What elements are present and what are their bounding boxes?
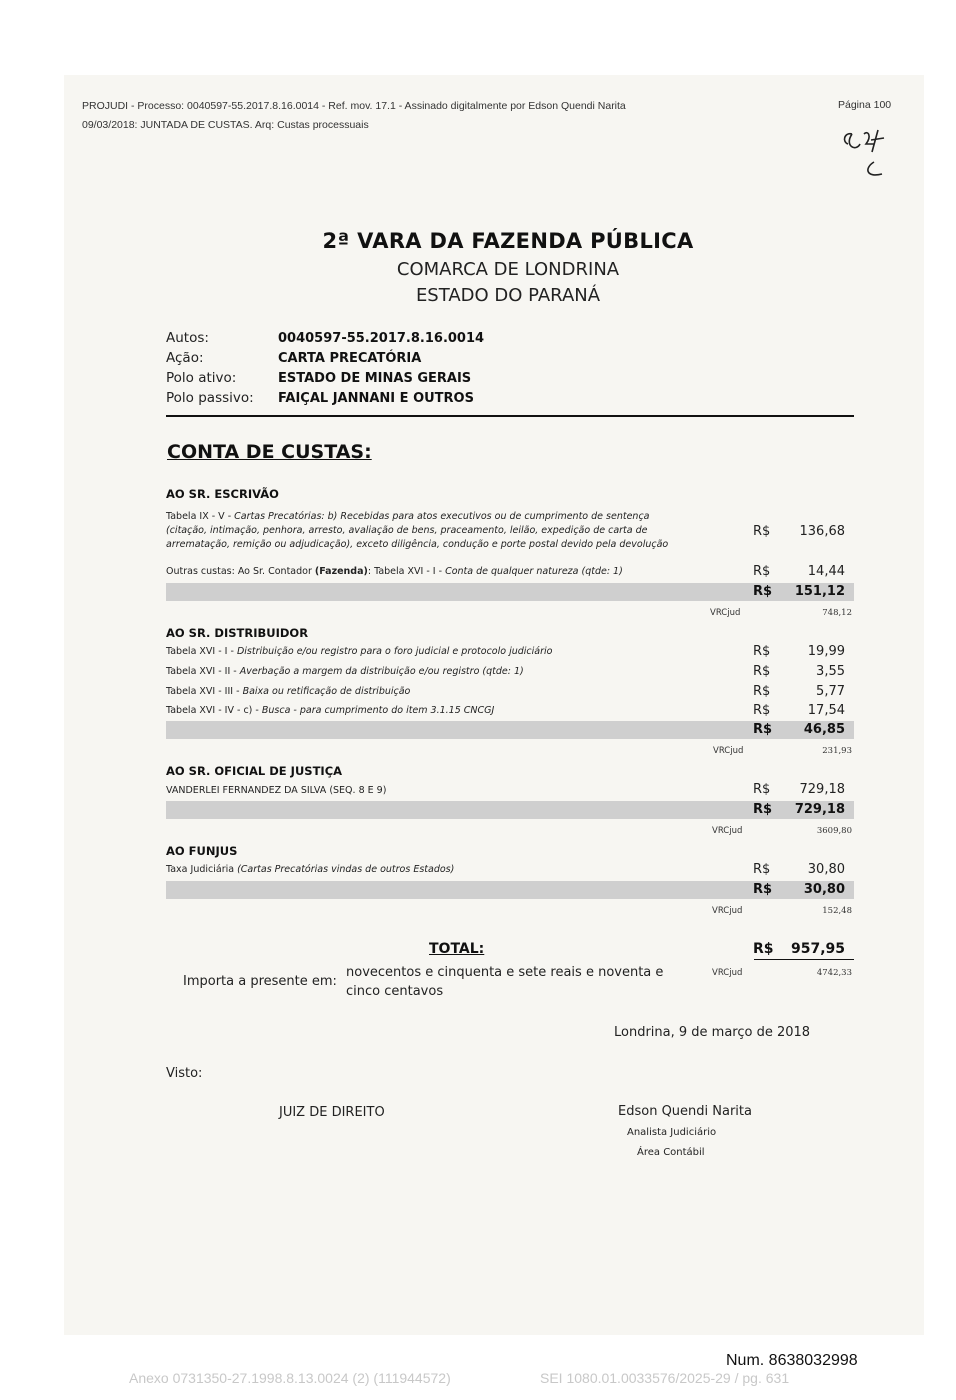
distribuidor-title: AO SR. DISTRIBUIDOR [166, 626, 309, 640]
subtotal-bar [166, 721, 854, 739]
escrivao-vrc: 748,12 [822, 608, 852, 618]
escrivao-item-2-amount: 14,44 [807, 564, 845, 579]
header-line-2: 09/03/2018: JUNTADA DE CUSTAS. Arq: Custas processuais [82, 119, 369, 131]
visto-label: Visto: [166, 1066, 203, 1081]
currency-symbol: R$ [753, 882, 773, 897]
comarca-title: COMARCA DE LONDRINA [396, 259, 620, 280]
polo-passivo-label: Polo passivo: [166, 390, 254, 406]
escrivao-title: AO SR. ESCRIVÃO [166, 487, 279, 501]
subtotal-bar [166, 583, 854, 601]
footer-sei: SEI 1080.01.0033576/2025-29 / pg. 631 [540, 1370, 790, 1386]
funjus-item: Taxa Judiciária (Cartas Precatórias vindas de outros Estados) [166, 864, 455, 875]
juiz-label: JUIZ DE DIREITO [279, 1105, 385, 1120]
oficial-item: VANDERLEI FERNANDEZ DA SILVA (SEQ. 8 E 9) [166, 785, 387, 796]
escrivao-item-1-amount: 136,68 [799, 524, 845, 539]
currency-symbol: R$ [753, 664, 771, 679]
escrivao-item-1-line-3: arrematação, remição ou adjudicação), exceto diligência, condução e porte postal devido pela devolução [166, 539, 669, 550]
autos-label: Autos: [166, 330, 209, 346]
currency-symbol: R$ [753, 802, 773, 817]
signer-area: Área Contábil [637, 1147, 705, 1158]
total-underline [754, 959, 854, 960]
conta-title: CONTA DE CUSTAS: [167, 441, 372, 463]
court-title: 2ª VARA DA FAZENDA PÚBLICA [322, 229, 694, 253]
currency-symbol: R$ [753, 722, 773, 737]
distribuidor-vrc: 231,93 [822, 746, 852, 756]
currency-symbol: R$ [753, 524, 771, 539]
escrivao-item-2: Outras custas: Ao Sr. Contador (Fazenda): Tabela XVI - I - Conta de qualquer natureza (qtde: 1) [166, 566, 623, 577]
currency-symbol: R$ [753, 584, 773, 599]
polo-passivo-value: FAIÇAL JANNANI E OUTROS [278, 391, 474, 406]
funjus-vrc: 152,48 [822, 906, 852, 916]
document-date: Londrina, 9 de março de 2018 [614, 1025, 811, 1040]
distribuidor-item: Tabela XVI - IV - c) - Busca - para cumprimento do item 3.1.15 CNCGJ [166, 705, 495, 716]
funjus-title: AO FUNJUS [166, 844, 238, 858]
distribuidor-item-amount: 3,55 [816, 664, 845, 679]
distribuidor-item-amount: 17,54 [807, 703, 845, 718]
total-label: TOTAL: [429, 941, 485, 957]
distribuidor-item: Tabela XVI - III - Baixa ou retificação de distribuição [166, 686, 411, 697]
vrc-label: VRCjud [712, 968, 743, 978]
funjus-subtotal: 30,80 [803, 882, 845, 897]
signer-role: Analista Judiciário [627, 1127, 717, 1138]
vrc-label: VRCjud [713, 746, 744, 756]
polo-ativo-label: Polo ativo: [166, 370, 237, 386]
signer-name: Edson Quendi Narita [618, 1104, 752, 1119]
escrivao-subtotal: 151,12 [794, 584, 845, 599]
footer-anexo: Anexo 0731350-27.1998.8.13.0024 (2) (111944572) [129, 1370, 451, 1386]
funjus-item-amount: 30,80 [807, 862, 845, 877]
currency-symbol: R$ [753, 941, 774, 957]
subtotal-bar [166, 801, 854, 819]
vrc-label: VRCjud [712, 826, 743, 836]
page-number: Página 100 [838, 99, 892, 111]
polo-ativo-value: ESTADO DE MINAS GERAIS [278, 371, 472, 386]
footer-num: Num. 8638032998 [726, 1352, 858, 1369]
distribuidor-item-amount: 19,99 [807, 644, 845, 659]
escrivao-item-1-line-1: Tabela IX - V - Cartas Precatórias: b) Recebidas para atos executivos ou de cumprimento de sentença [166, 511, 650, 522]
currency-symbol: R$ [753, 703, 771, 718]
distribuidor-item: Tabela XVI - I - Distribuição e/ou registro para o foro judicial e protocolo judiciário [166, 646, 553, 657]
currency-symbol: R$ [753, 782, 771, 797]
escrivao-item-1-line-2: (citação, intimação, penhora, arresto, avaliação de bens, praceamento, leilão, expedição de carta de [166, 525, 648, 536]
importa-label: Importa a presente em: [183, 974, 337, 989]
estado-title: ESTADO DO PARANÁ [415, 285, 601, 306]
oficial-item-amount: 729,18 [799, 782, 845, 797]
currency-symbol: R$ [753, 862, 771, 877]
distribuidor-subtotal: 46,85 [803, 722, 845, 737]
vrc-label: VRCjud [710, 608, 741, 618]
header-line-1: PROJUDI - Processo: 0040597-55.2017.8.16.0014 - Ref. mov. 17.1 - Assinado digitalmente por Edson Quendi Narita [82, 100, 626, 112]
currency-symbol: R$ [753, 644, 771, 659]
autos-value: 0040597-55.2017.8.16.0014 [278, 331, 485, 346]
oficial-subtotal: 729,18 [794, 802, 845, 817]
acao-value: CARTA PRECATÓRIA [278, 351, 422, 366]
vrc-label: VRCjud [712, 906, 743, 916]
currency-symbol: R$ [753, 684, 771, 699]
extenso-line-1: novecentos e cinquenta e sete reais e noventa e [346, 965, 664, 980]
extenso-line-2: cinco centavos [346, 984, 444, 999]
distribuidor-item-amount: 5,77 [816, 684, 845, 699]
acao-label: Ação: [166, 350, 204, 366]
oficial-title: AO SR. OFICIAL DE JUSTIÇA [166, 764, 343, 778]
oficial-vrc: 3609,80 [816, 826, 852, 836]
total-vrc: 4742,33 [816, 968, 852, 978]
divider [166, 415, 854, 417]
distribuidor-item: Tabela XVI - II - Averbação a margem da distribuição e/ou registro (qtde: 1) [166, 666, 524, 677]
currency-symbol: R$ [753, 564, 771, 579]
total-amount: 957,95 [790, 941, 845, 957]
handwritten-number [838, 122, 898, 182]
subtotal-bar [166, 881, 854, 899]
